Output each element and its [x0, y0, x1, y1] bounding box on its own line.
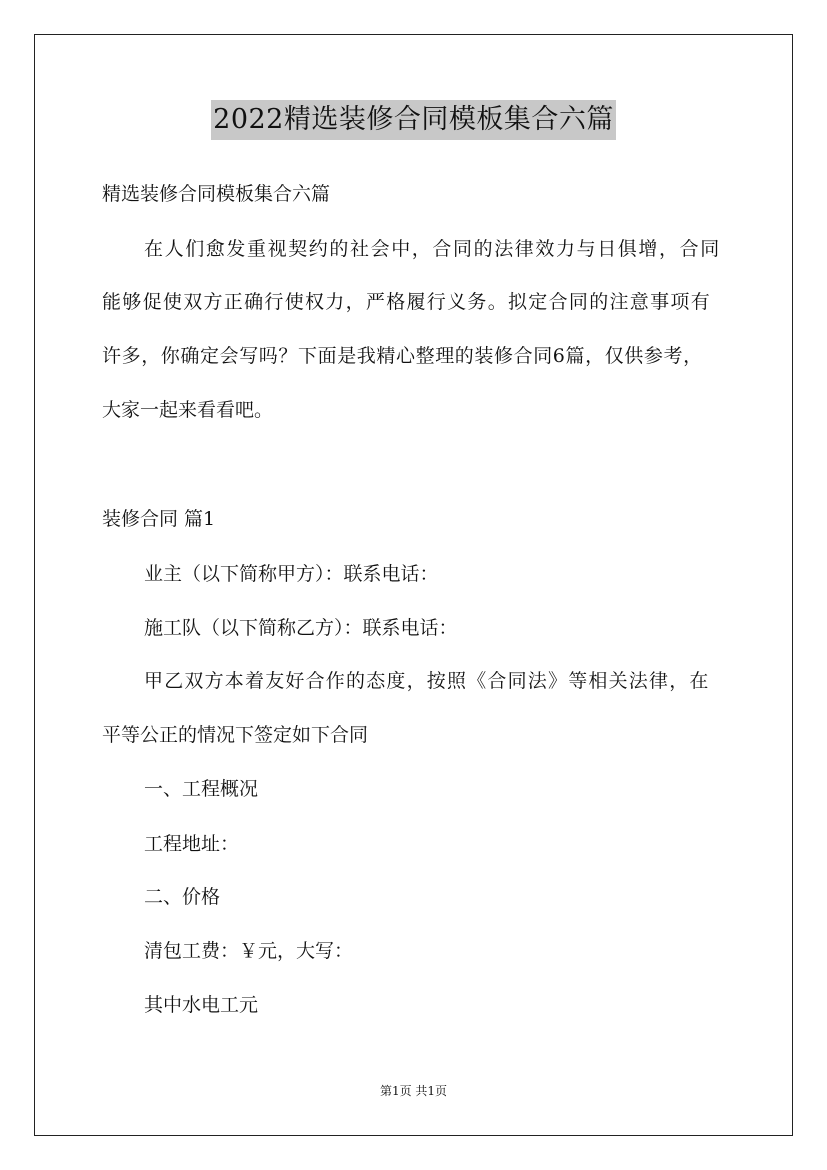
contract-line-plumbing: 其中水电工元 [144, 994, 259, 1016]
document-title: 2022精选装修合同模板集合六篇 [211, 100, 616, 140]
contract-line-contractor: 施工队（以下简称乙方）：联系电话： [144, 617, 458, 639]
intro-line-4: 大家一起来看看吧。 [102, 399, 274, 421]
contract-line-address: 工程地址： [144, 833, 240, 855]
contract-line-section-1: 一、工程概况 [144, 778, 259, 800]
contract-line-agreement-1: 甲乙双方本着友好合作的态度，按照《合同法》等相关法律，在 [144, 670, 710, 692]
contract-line-section-2: 二、价格 [144, 886, 221, 908]
intro-line-1: 在人们愈发重视契约的社会中，合同的法律效力与日俱增，合同 [144, 238, 721, 260]
document-subtitle: 精选装修合同模板集合六篇 [102, 183, 331, 205]
contract-line-agreement-2: 平等公正的情况下签定如下合同 [102, 724, 369, 746]
contract-line-fee: 清包工费：￥元，大写： [144, 940, 354, 962]
section-heading: 装修合同 篇1 [102, 508, 216, 530]
page-number-footer: 第1页 共1页 [379, 1084, 448, 1098]
intro-line-3: 许多，你确定会写吗？下面是我精心整理的装修合同6篇，仅供参考， [102, 345, 703, 367]
intro-line-2: 能够促使双方正确行使权力，严格履行义务。拟定合同的注意事项有 [102, 291, 712, 313]
contract-line-owner: 业主（以下简称甲方）：联系电话： [144, 563, 439, 585]
title-container [0, 100, 827, 140]
